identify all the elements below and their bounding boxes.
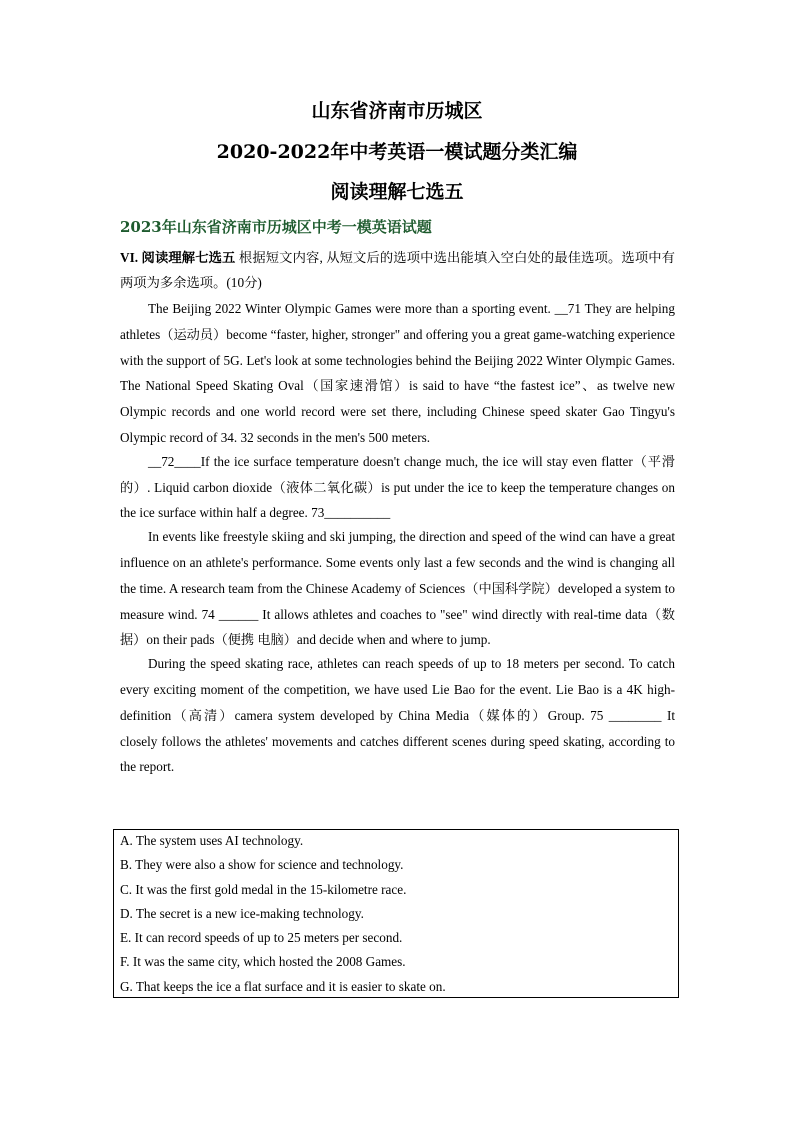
option-b: B. They were also a show for science and technology. [120, 857, 404, 873]
option-f: F. It was the same city, which hosted the 2008 Games. [120, 954, 406, 970]
question-label: VI. 阅读理解七选五 [120, 250, 236, 265]
option-g: G. That keeps the ice a flat surface and it is easier to skate on. [120, 978, 446, 994]
instruction-text: 根据短文内容, 从短文后的选项中选出能填入空白处的最佳选项。选项中有两项为多余选项。(10分) [120, 250, 675, 290]
option-c: C. It was the first gold medal in the 15-kilometre race. [120, 881, 407, 897]
passage-paragraph: __72____If the ice surface temperature doesn't change much, the ice will stay even flatter（平滑的）. Liquid carbon dioxide（液体二氧化碳）is put under the ice to keep the temperature changes on the ice surface within half a degree. 73__________ [120, 453, 675, 521]
passage-paragraph: During the speed skating race, athletes can reach speeds of up to 18 meters per second. To catch every exciting moment of the competition, we have used Lie Bao for the event. Lie Bao is a 4K high-definition（高清）camera system developed by China Media（媒体的）Group. 75 ________ It closely follows the athletes' movements and catches different scenes during speed skating, according to the report. [120, 656, 675, 775]
section-heading: 2023年山东省济南市历城区中考一模英语试题 [120, 218, 432, 236]
passage-paragraph: The Beijing 2022 Winter Olympic Games were more than a sporting event. __71 They are helping athletes（运动员）become “faster, higher, stronger" and offering you a great game-watching experience with the support of 5G. Let's look at some technologies behind the Beijing 2022 Winter Olympic Games. The National Speed Skating Oval（国家速滑馆）is said to have “the fastest ice”、as twelve new Olympic records and one world record were set there, including Chinese speed skater Gao Tingyu's Olympic record of 34. 32 seconds in the men's 500 meters. [120, 301, 675, 445]
option-a: A. The system uses AI technology. [120, 833, 304, 848]
options-box [113, 829, 679, 998]
option-e: E. It can record speeds of up to 25 meters per second. [120, 930, 403, 946]
document-title: 山东省济南市历城区 [311, 100, 483, 122]
reading-passage [120, 296, 675, 780]
document-subtitle: 2020-2022年中考英语一模试题分类汇编 [216, 141, 578, 163]
passage-paragraph: In events like freestyle skiing and ski jumping, the direction and speed of the wind can have a great influence on an athlete's performance. Some events only last a few seconds and the wind is changing all the time. A research team from the Chinese Academy of Sciences（中国科学院）developed a system to measure wind. 74 ______ It allows athletes and coaches to "see" wind directly with real-time data（数据）on their pads（便携 电脑）and decide when and where to jump. [120, 529, 675, 648]
option-d: D. The secret is a new ice-making technology. [120, 905, 364, 921]
question-instructions [120, 245, 675, 295]
document-topic: 阅读理解七选五 [330, 181, 464, 203]
